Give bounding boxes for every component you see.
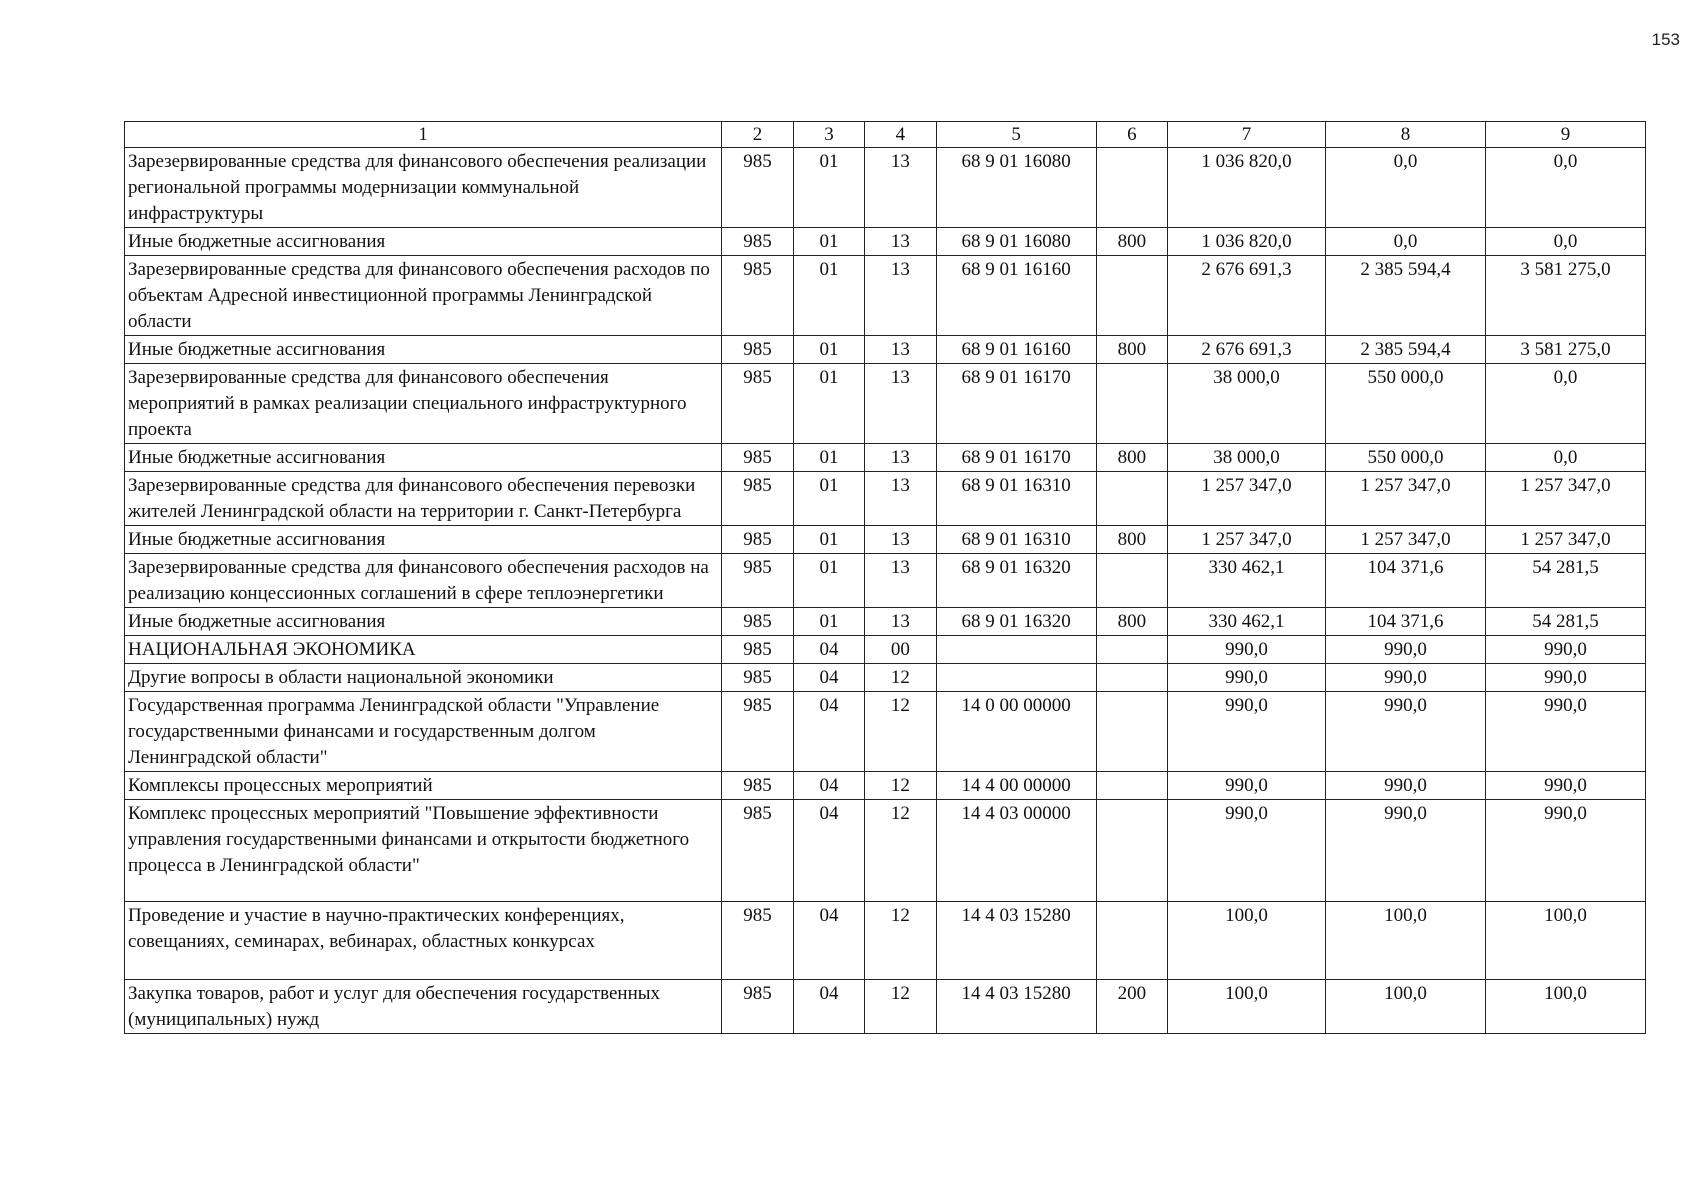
row-name: Закупка товаров, работ и услуг для обеспечения государственных (муниципальных) нужд xyxy=(125,980,722,1034)
subsection-code: 13 xyxy=(865,228,936,256)
target-article: 14 4 00 00000 xyxy=(936,772,1096,800)
section-code: 04 xyxy=(793,692,864,772)
expense-type xyxy=(1096,692,1167,772)
amount-col7: 2 676 691,3 xyxy=(1168,336,1326,364)
expense-type xyxy=(1096,800,1167,902)
expense-type xyxy=(1096,772,1167,800)
amount-col7: 100,0 xyxy=(1168,980,1326,1034)
table-row xyxy=(125,148,1646,228)
table-row xyxy=(125,772,1646,800)
admin-code: 985 xyxy=(722,472,793,526)
amount-col9: 0,0 xyxy=(1485,228,1645,256)
amount-col7: 990,0 xyxy=(1168,800,1326,902)
section-code: 01 xyxy=(793,148,864,228)
amount-col8: 990,0 xyxy=(1325,636,1485,664)
subsection-code: 12 xyxy=(865,664,936,692)
column-number: 2 xyxy=(722,122,793,148)
amount-col8: 990,0 xyxy=(1325,664,1485,692)
target-article: 14 0 00 00000 xyxy=(936,692,1096,772)
table-row xyxy=(125,336,1646,364)
target-article: 68 9 01 16160 xyxy=(936,256,1096,336)
subsection-code: 13 xyxy=(865,444,936,472)
section-code: 04 xyxy=(793,980,864,1034)
amount-col7: 1 036 820,0 xyxy=(1168,228,1326,256)
amount-col7: 1 257 347,0 xyxy=(1168,526,1326,554)
amount-col9: 0,0 xyxy=(1485,148,1645,228)
amount-col7: 330 462,1 xyxy=(1168,608,1326,636)
table-row xyxy=(125,526,1646,554)
amount-col8: 100,0 xyxy=(1325,980,1485,1034)
amount-col8: 550 000,0 xyxy=(1325,444,1485,472)
amount-col7: 990,0 xyxy=(1168,636,1326,664)
admin-code: 985 xyxy=(722,526,793,554)
admin-code: 985 xyxy=(722,664,793,692)
row-name: Государственная программа Ленинградской области "Управление государственными финансами и государственным долгом Ленинградской области" xyxy=(125,692,722,772)
admin-code: 985 xyxy=(722,902,793,980)
target-article: 68 9 01 16160 xyxy=(936,336,1096,364)
column-number-row xyxy=(125,122,1646,148)
target-article xyxy=(936,636,1096,664)
column-number: 9 xyxy=(1485,122,1645,148)
admin-code: 985 xyxy=(722,636,793,664)
target-article: 68 9 01 16310 xyxy=(936,472,1096,526)
section-code: 04 xyxy=(793,772,864,800)
target-article: 14 4 03 15280 xyxy=(936,980,1096,1034)
row-name: Проведение и участие в научно-практических конференциях, совещаниях, семинарах, вебинарах, областных конкурсах xyxy=(125,902,722,980)
expense-type xyxy=(1096,664,1167,692)
admin-code: 985 xyxy=(722,800,793,902)
amount-col9: 990,0 xyxy=(1485,772,1645,800)
target-article: 68 9 01 16080 xyxy=(936,148,1096,228)
column-number: 7 xyxy=(1168,122,1326,148)
table-row xyxy=(125,228,1646,256)
amount-col9: 100,0 xyxy=(1485,902,1645,980)
table-row xyxy=(125,608,1646,636)
subsection-code: 13 xyxy=(865,554,936,608)
subsection-code: 13 xyxy=(865,364,936,444)
admin-code: 985 xyxy=(722,692,793,772)
table-row xyxy=(125,256,1646,336)
amount-col9: 1 257 347,0 xyxy=(1485,472,1645,526)
row-name: Комплексы процессных мероприятий xyxy=(125,772,722,800)
amount-col8: 1 257 347,0 xyxy=(1325,526,1485,554)
amount-col9: 1 257 347,0 xyxy=(1485,526,1645,554)
target-article xyxy=(936,664,1096,692)
target-article: 68 9 01 16080 xyxy=(936,228,1096,256)
amount-col8: 990,0 xyxy=(1325,800,1485,902)
subsection-code: 12 xyxy=(865,902,936,980)
subsection-code: 13 xyxy=(865,148,936,228)
expense-type xyxy=(1096,554,1167,608)
expense-type xyxy=(1096,256,1167,336)
amount-col8: 2 385 594,4 xyxy=(1325,256,1485,336)
subsection-code: 13 xyxy=(865,336,936,364)
row-name: Другие вопросы в области национальной экономики xyxy=(125,664,722,692)
amount-col9: 0,0 xyxy=(1485,444,1645,472)
budget-table xyxy=(124,121,1646,1034)
subsection-code: 00 xyxy=(865,636,936,664)
column-number: 3 xyxy=(793,122,864,148)
table-row xyxy=(125,364,1646,444)
amount-col9: 100,0 xyxy=(1485,980,1645,1034)
subsection-code: 12 xyxy=(865,980,936,1034)
column-number: 6 xyxy=(1096,122,1167,148)
target-article: 68 9 01 16320 xyxy=(936,608,1096,636)
column-number: 5 xyxy=(936,122,1096,148)
expense-type xyxy=(1096,472,1167,526)
admin-code: 985 xyxy=(722,554,793,608)
subsection-code: 13 xyxy=(865,608,936,636)
expense-type xyxy=(1096,636,1167,664)
amount-col8: 990,0 xyxy=(1325,772,1485,800)
amount-col9: 990,0 xyxy=(1485,800,1645,902)
amount-col7: 330 462,1 xyxy=(1168,554,1326,608)
subsection-code: 12 xyxy=(865,772,936,800)
target-article: 68 9 01 16320 xyxy=(936,554,1096,608)
table-row xyxy=(125,980,1646,1034)
row-name: Иные бюджетные ассигнования xyxy=(125,336,722,364)
admin-code: 985 xyxy=(722,228,793,256)
amount-col7: 38 000,0 xyxy=(1168,444,1326,472)
expense-type: 800 xyxy=(1096,608,1167,636)
row-name: Комплекс процессных мероприятий "Повышение эффективности управления государственными финансами и открытости бюджетного процесса в Ленинградской области" xyxy=(125,800,722,902)
section-code: 04 xyxy=(793,800,864,902)
expense-type xyxy=(1096,902,1167,980)
amount-col8: 2 385 594,4 xyxy=(1325,336,1485,364)
admin-code: 985 xyxy=(722,772,793,800)
admin-code: 985 xyxy=(722,148,793,228)
section-code: 01 xyxy=(793,336,864,364)
amount-col8: 1 257 347,0 xyxy=(1325,472,1485,526)
row-name: Иные бюджетные ассигнования xyxy=(125,526,722,554)
table-row xyxy=(125,472,1646,526)
expense-type: 800 xyxy=(1096,526,1167,554)
subsection-code: 13 xyxy=(865,472,936,526)
amount-col9: 990,0 xyxy=(1485,636,1645,664)
row-name: НАЦИОНАЛЬНАЯ ЭКОНОМИКА xyxy=(125,636,722,664)
amount-col8: 104 371,6 xyxy=(1325,608,1485,636)
amount-col8: 990,0 xyxy=(1325,692,1485,772)
admin-code: 985 xyxy=(722,336,793,364)
expense-type: 800 xyxy=(1096,228,1167,256)
admin-code: 985 xyxy=(722,980,793,1034)
amount-col7: 990,0 xyxy=(1168,692,1326,772)
section-code: 01 xyxy=(793,364,864,444)
table-row xyxy=(125,800,1646,902)
admin-code: 985 xyxy=(722,364,793,444)
amount-col8: 0,0 xyxy=(1325,148,1485,228)
target-article: 68 9 01 16170 xyxy=(936,444,1096,472)
section-code: 01 xyxy=(793,444,864,472)
target-article: 68 9 01 16310 xyxy=(936,526,1096,554)
column-number: 1 xyxy=(125,122,722,148)
expense-type: 800 xyxy=(1096,336,1167,364)
subsection-code: 12 xyxy=(865,800,936,902)
expense-type xyxy=(1096,148,1167,228)
expense-type: 200 xyxy=(1096,980,1167,1034)
row-name: Зарезервированные средства для финансового обеспечения расходов по объектам Адресной инвестиционной программы Ленинградской области xyxy=(125,256,722,336)
table-row xyxy=(125,692,1646,772)
amount-col8: 0,0 xyxy=(1325,228,1485,256)
column-number: 4 xyxy=(865,122,936,148)
section-code: 04 xyxy=(793,664,864,692)
row-name: Зарезервированные средства для финансового обеспечения реализации региональной программы модернизации коммунальной инфраструктуры xyxy=(125,148,722,228)
row-name: Зарезервированные средства для финансового обеспечения мероприятий в рамках реализации специального инфраструктурного проекта xyxy=(125,364,722,444)
subsection-code: 12 xyxy=(865,692,936,772)
amount-col9: 0,0 xyxy=(1485,364,1645,444)
amount-col8: 550 000,0 xyxy=(1325,364,1485,444)
section-code: 01 xyxy=(793,608,864,636)
section-code: 01 xyxy=(793,256,864,336)
section-code: 01 xyxy=(793,526,864,554)
row-name: Зарезервированные средства для финансового обеспечения перевозки жителей Ленинградской области на территории г. Санкт-Петербурга xyxy=(125,472,722,526)
target-article: 14 4 03 00000 xyxy=(936,800,1096,902)
table-row xyxy=(125,444,1646,472)
column-number: 8 xyxy=(1325,122,1485,148)
amount-col9: 54 281,5 xyxy=(1485,554,1645,608)
amount-col9: 3 581 275,0 xyxy=(1485,336,1645,364)
table-row xyxy=(125,664,1646,692)
row-name: Зарезервированные средства для финансового обеспечения расходов на реализацию концессионных соглашений в сфере теплоэнергетики xyxy=(125,554,722,608)
section-code: 04 xyxy=(793,636,864,664)
section-code: 04 xyxy=(793,902,864,980)
table-row xyxy=(125,554,1646,608)
amount-col7: 38 000,0 xyxy=(1168,364,1326,444)
target-article: 68 9 01 16170 xyxy=(936,364,1096,444)
page-number: 153 xyxy=(1651,30,1680,49)
amount-col8: 104 371,6 xyxy=(1325,554,1485,608)
amount-col9: 990,0 xyxy=(1485,692,1645,772)
section-code: 01 xyxy=(793,228,864,256)
target-article: 14 4 03 15280 xyxy=(936,902,1096,980)
amount-col7: 100,0 xyxy=(1168,902,1326,980)
amount-col7: 1 257 347,0 xyxy=(1168,472,1326,526)
amount-col9: 990,0 xyxy=(1485,664,1645,692)
admin-code: 985 xyxy=(722,256,793,336)
expense-type: 800 xyxy=(1096,444,1167,472)
section-code: 01 xyxy=(793,554,864,608)
row-name: Иные бюджетные ассигнования xyxy=(125,608,722,636)
table-row xyxy=(125,636,1646,664)
table-row xyxy=(125,902,1646,980)
amount-col7: 990,0 xyxy=(1168,772,1326,800)
admin-code: 985 xyxy=(722,444,793,472)
subsection-code: 13 xyxy=(865,526,936,554)
amount-col9: 54 281,5 xyxy=(1485,608,1645,636)
expense-type xyxy=(1096,364,1167,444)
amount-col7: 1 036 820,0 xyxy=(1168,148,1326,228)
admin-code: 985 xyxy=(722,608,793,636)
amount-col9: 3 581 275,0 xyxy=(1485,256,1645,336)
row-name: Иные бюджетные ассигнования xyxy=(125,444,722,472)
row-name: Иные бюджетные ассигнования xyxy=(125,228,722,256)
amount-col7: 990,0 xyxy=(1168,664,1326,692)
amount-col8: 100,0 xyxy=(1325,902,1485,980)
amount-col7: 2 676 691,3 xyxy=(1168,256,1326,336)
section-code: 01 xyxy=(793,472,864,526)
subsection-code: 13 xyxy=(865,256,936,336)
